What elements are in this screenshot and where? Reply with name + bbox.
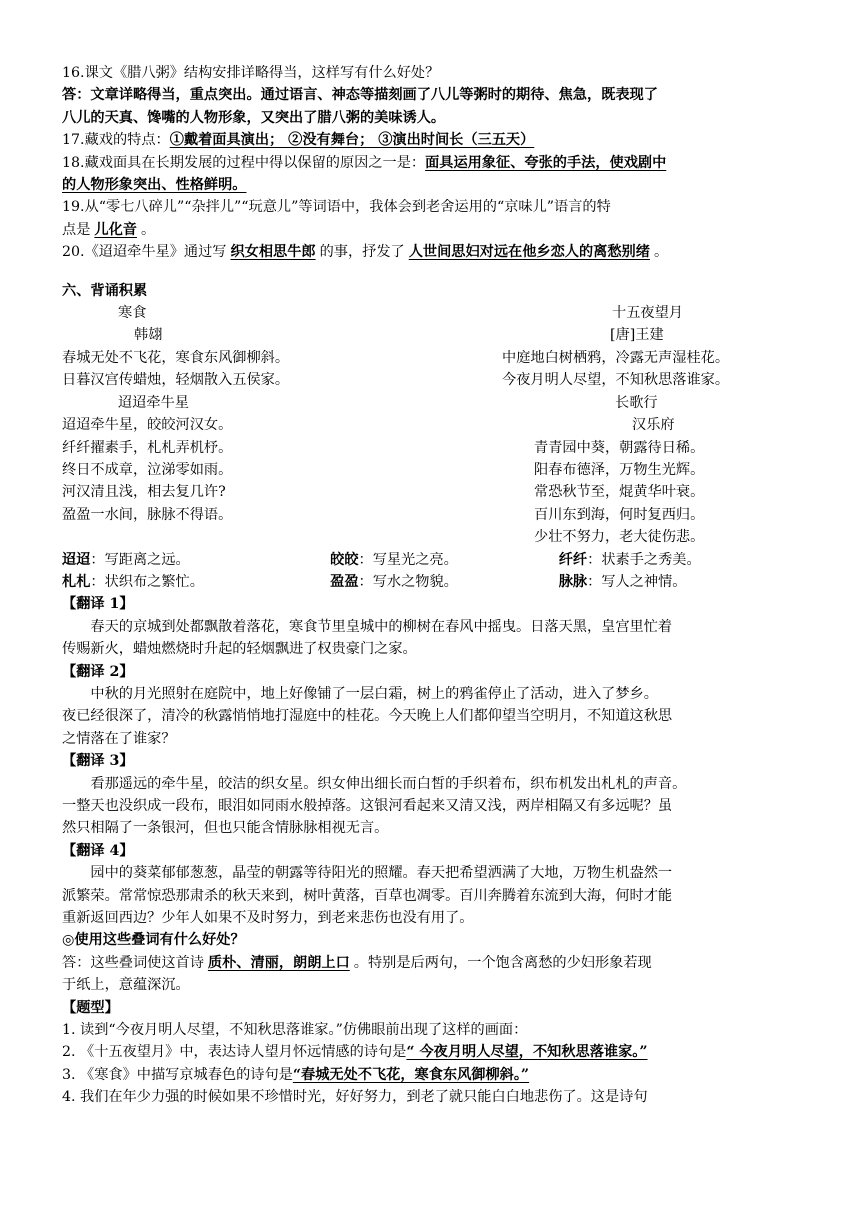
- glossary-term: 盈盈: [330, 573, 359, 590]
- tixing-item-3: [62, 1064, 807, 1086]
- question-19-prefix: 点是: [62, 221, 91, 238]
- glossary-def: ：写距离之远。: [90, 551, 190, 568]
- translation-label: 【翻译 1】: [62, 596, 134, 613]
- translation-line: 派繁荣。常常惊恐那肃杀的秋天来到，树叶黄落，百草也凋零。百川奔腾着东流到大海，何时才能: [62, 887, 673, 904]
- question-20-mid: 的事，抒发了: [319, 244, 405, 261]
- poems-block: [62, 302, 807, 548]
- poem-changge-title: 长歌行: [615, 394, 658, 411]
- translation-label: 【翻译 3】: [62, 753, 134, 770]
- question-20-prefix: 20.《迢迢牵牛星》通过写: [62, 244, 227, 261]
- poem-changge-line: 常恐秋节至，焜黄华叶衰。: [534, 484, 705, 501]
- poems-right-column: [492, 302, 807, 548]
- poem-hanshi-author: 韩翃: [134, 327, 163, 344]
- document-page: [62, 62, 807, 1109]
- question-19-suffix: 。: [140, 221, 156, 238]
- glossary-def: ：状素手之秀美。: [587, 551, 701, 568]
- poems-left-column: [62, 302, 492, 548]
- glossary-def: ：写水之物貌。: [358, 573, 458, 590]
- translation-line: 然只相隔了一条银河，但也只能含情脉脉相视无言。: [62, 820, 389, 837]
- question-17-prefix: 17.藏戏的特点：: [62, 132, 170, 149]
- answer-17: ①戴着面具演出； ②没有舞台； ③演出时间长（三五天）: [169, 132, 535, 149]
- glossary-row: [62, 549, 807, 571]
- translation-line: 之情落在了谁家？: [62, 730, 176, 747]
- answer-20-blank2: 人世间思妇对远在他乡恋人的离愁别绪: [408, 244, 650, 261]
- diechi-answer-prefix: 答：这些叠词使这首诗: [62, 954, 204, 971]
- glossary-term: 迢迢: [62, 551, 91, 568]
- poem-shiwuye-title: 十五夜望月: [612, 305, 683, 322]
- translation-line: 园中的葵菜郁郁葱葱，晶莹的朝露等待阳光的照耀。春天把希望洒满了大地，万物生机盎然一: [90, 865, 673, 882]
- question-17: [62, 129, 807, 151]
- diechi-question: ◎使用这些叠词有什么好处？: [62, 932, 245, 949]
- tixing-item-1: 1. 读到“今夜月明人尽望，不知秋思落谁家。”仿佛眼前出现了这样的画面：: [62, 1022, 528, 1039]
- answer-16-line2: 八儿的天真、馋嘴的人物形象，又突出了腊八粥的美味诱人。: [62, 109, 446, 126]
- glossary-term: 纤纤: [558, 551, 588, 568]
- tixing-item-3-answer: “春城无处不飞花，寒食东风御柳斜。”: [292, 1066, 530, 1083]
- poem-shiwuye-line: 今夜月明人尽望，不知秋思落谁家。: [502, 372, 730, 389]
- translation-line: 中秋的月光照射在庭院中，地上好像铺了一层白霜，树上的鸦雀停止了活动，进入了梦乡。: [90, 685, 658, 702]
- translation-line: 重新返回西边？少年人如果不及时努力，到老来悲伤也没有用了。: [62, 910, 474, 927]
- section-title: 六、背诵积累: [62, 282, 148, 299]
- poem-tiaotiao-line: 终日不成章，泣涕零如雨。: [62, 461, 233, 478]
- question-18: [62, 152, 807, 174]
- question-20: [62, 241, 807, 263]
- glossary-term: 脉脉: [558, 573, 588, 590]
- glossary-def: ：状织布之繁忙。: [90, 573, 204, 590]
- poem-changge-author: 汉乐府: [632, 417, 675, 434]
- poem-tiaotiao-line: 纤纤擢素手，札札弄机杼。: [62, 439, 233, 456]
- poem-changge-line: 阳春布德泽，万物生光辉。: [534, 461, 705, 478]
- glossary-term: 札札: [62, 573, 91, 590]
- poem-changge-line: 少壮不努力，老大徒伤悲。: [534, 529, 705, 546]
- poem-hanshi-line: 春城无处不飞花，寒食东风御柳斜。: [62, 349, 290, 366]
- tixing-item-3-prefix: 3. 《寒食》中描写京城春色的诗句是: [62, 1066, 293, 1083]
- answer-18-part2: 的人物形象突出、性格鲜明。: [62, 177, 247, 194]
- question-16: 16.课文《腊八粥》结构安排详略得当，这样写有什么好处？: [62, 65, 440, 81]
- translation-line: 传赐新火，蜡烛燃烧时升起的轻烟飘进了权贵豪门之家。: [62, 641, 417, 658]
- poem-tiaotiao-title: 迢迢牵牛星: [118, 394, 189, 411]
- poem-tiaotiao-line: 盈盈一水间，脉脉不得语。: [62, 506, 233, 523]
- tixing-label: 【题型】: [62, 999, 119, 1016]
- answer-19: 儿化音: [94, 221, 137, 238]
- translation-label: 【翻译 4】: [62, 842, 134, 859]
- question-19-line2: [62, 219, 807, 241]
- translation-line: 一整天也没织成一段布，眼泪如同雨水般掉落。这银河看起来又清又浅，两岸相隔又有多远呢？虽: [62, 798, 673, 814]
- question-18-prefix: 18.藏戏面具在长期发展的过程中得以保留的原因之一是：: [62, 154, 426, 171]
- glossary-def: ：写星光之亮。: [358, 551, 458, 568]
- poem-tiaotiao-line: 河汉清且浅，相去复几许?: [62, 484, 226, 501]
- translation-line: 看那遥远的牵牛星，皎洁的织女星。织女伸出细长而白皙的手织着布，织布机发出札札的声音。: [90, 775, 687, 792]
- poem-changge-line: 青青园中葵，朝露待日稀。: [534, 439, 705, 456]
- poem-hanshi-line: 日暮汉宫传蜡烛，轻烟散入五侯家。: [62, 372, 290, 389]
- tixing-item-2: [62, 1041, 807, 1063]
- glossary-def: ：写人之神情。: [587, 573, 687, 590]
- question-20-suffix: 。: [653, 244, 669, 261]
- tixing-item-2-prefix: 2. 《十五夜望月》中，表达诗人望月怀远情感的诗句是: [62, 1044, 407, 1061]
- diechi-answer-suffix: 。特别是后两句，一个饱含离愁的少妇形象若现: [353, 954, 652, 971]
- translation-label: 【翻译 2】: [62, 663, 134, 680]
- translation-line: 春天的京城到处都飘散着落花，寒食节里皇城中的柳树在春风中摇曳。日落天黑，皇宫里忙着: [90, 618, 673, 635]
- diechi-answer-blank: 质朴、清丽，朗朗上口: [207, 954, 350, 971]
- tixing-item-2-answer: “ 今夜月明人尽望，不知秋思落谁家。”: [406, 1044, 648, 1061]
- diechi-answer-line2: 于纸上，意蕴深沉。: [62, 977, 190, 994]
- translation-line: 夜已经很深了，清冷的秋露悄悄地打湿庭中的桂花。今天晚上人们都仰望当空明月，不知道这秋思: [62, 708, 673, 725]
- answer-16-line1: 答：文章详略得当，重点突出。通过语言、神态等描刻画了八儿等粥时的期待、焦急，既表现了: [62, 87, 658, 104]
- tixing-item-4: 4. 我们在年少力强的时候如果不珍惜时光，好好努力，到老了就只能白白地悲伤了。这是诗句: [62, 1089, 648, 1106]
- poem-changge-line: 百川东到海，何时复西归。: [534, 506, 705, 523]
- answer-18-part1: 面具运用象征、夸张的手法，使戏剧中: [425, 154, 667, 171]
- poem-tiaotiao-line: 迢迢牵牛星，皎皎河汉女。: [62, 417, 233, 434]
- answer-20-blank1: 织女相思牛郎: [230, 244, 316, 261]
- glossary-row: [62, 571, 807, 593]
- diechi-answer-line1: [62, 952, 807, 974]
- glossary-term: 皎皎: [330, 551, 359, 568]
- poem-shiwuye-line: 中庭地白树栖鸦，冷露无声湿桂花。: [502, 349, 730, 366]
- poem-shiwuye-author: [唐]王建: [610, 327, 664, 344]
- question-19-line1: 19.从“零七八碎儿”“杂拌儿”“玩意儿”等词语中，我体会到老舍运用的“京味儿”语言的特: [62, 199, 611, 216]
- poem-hanshi-title: 寒食: [118, 305, 147, 322]
